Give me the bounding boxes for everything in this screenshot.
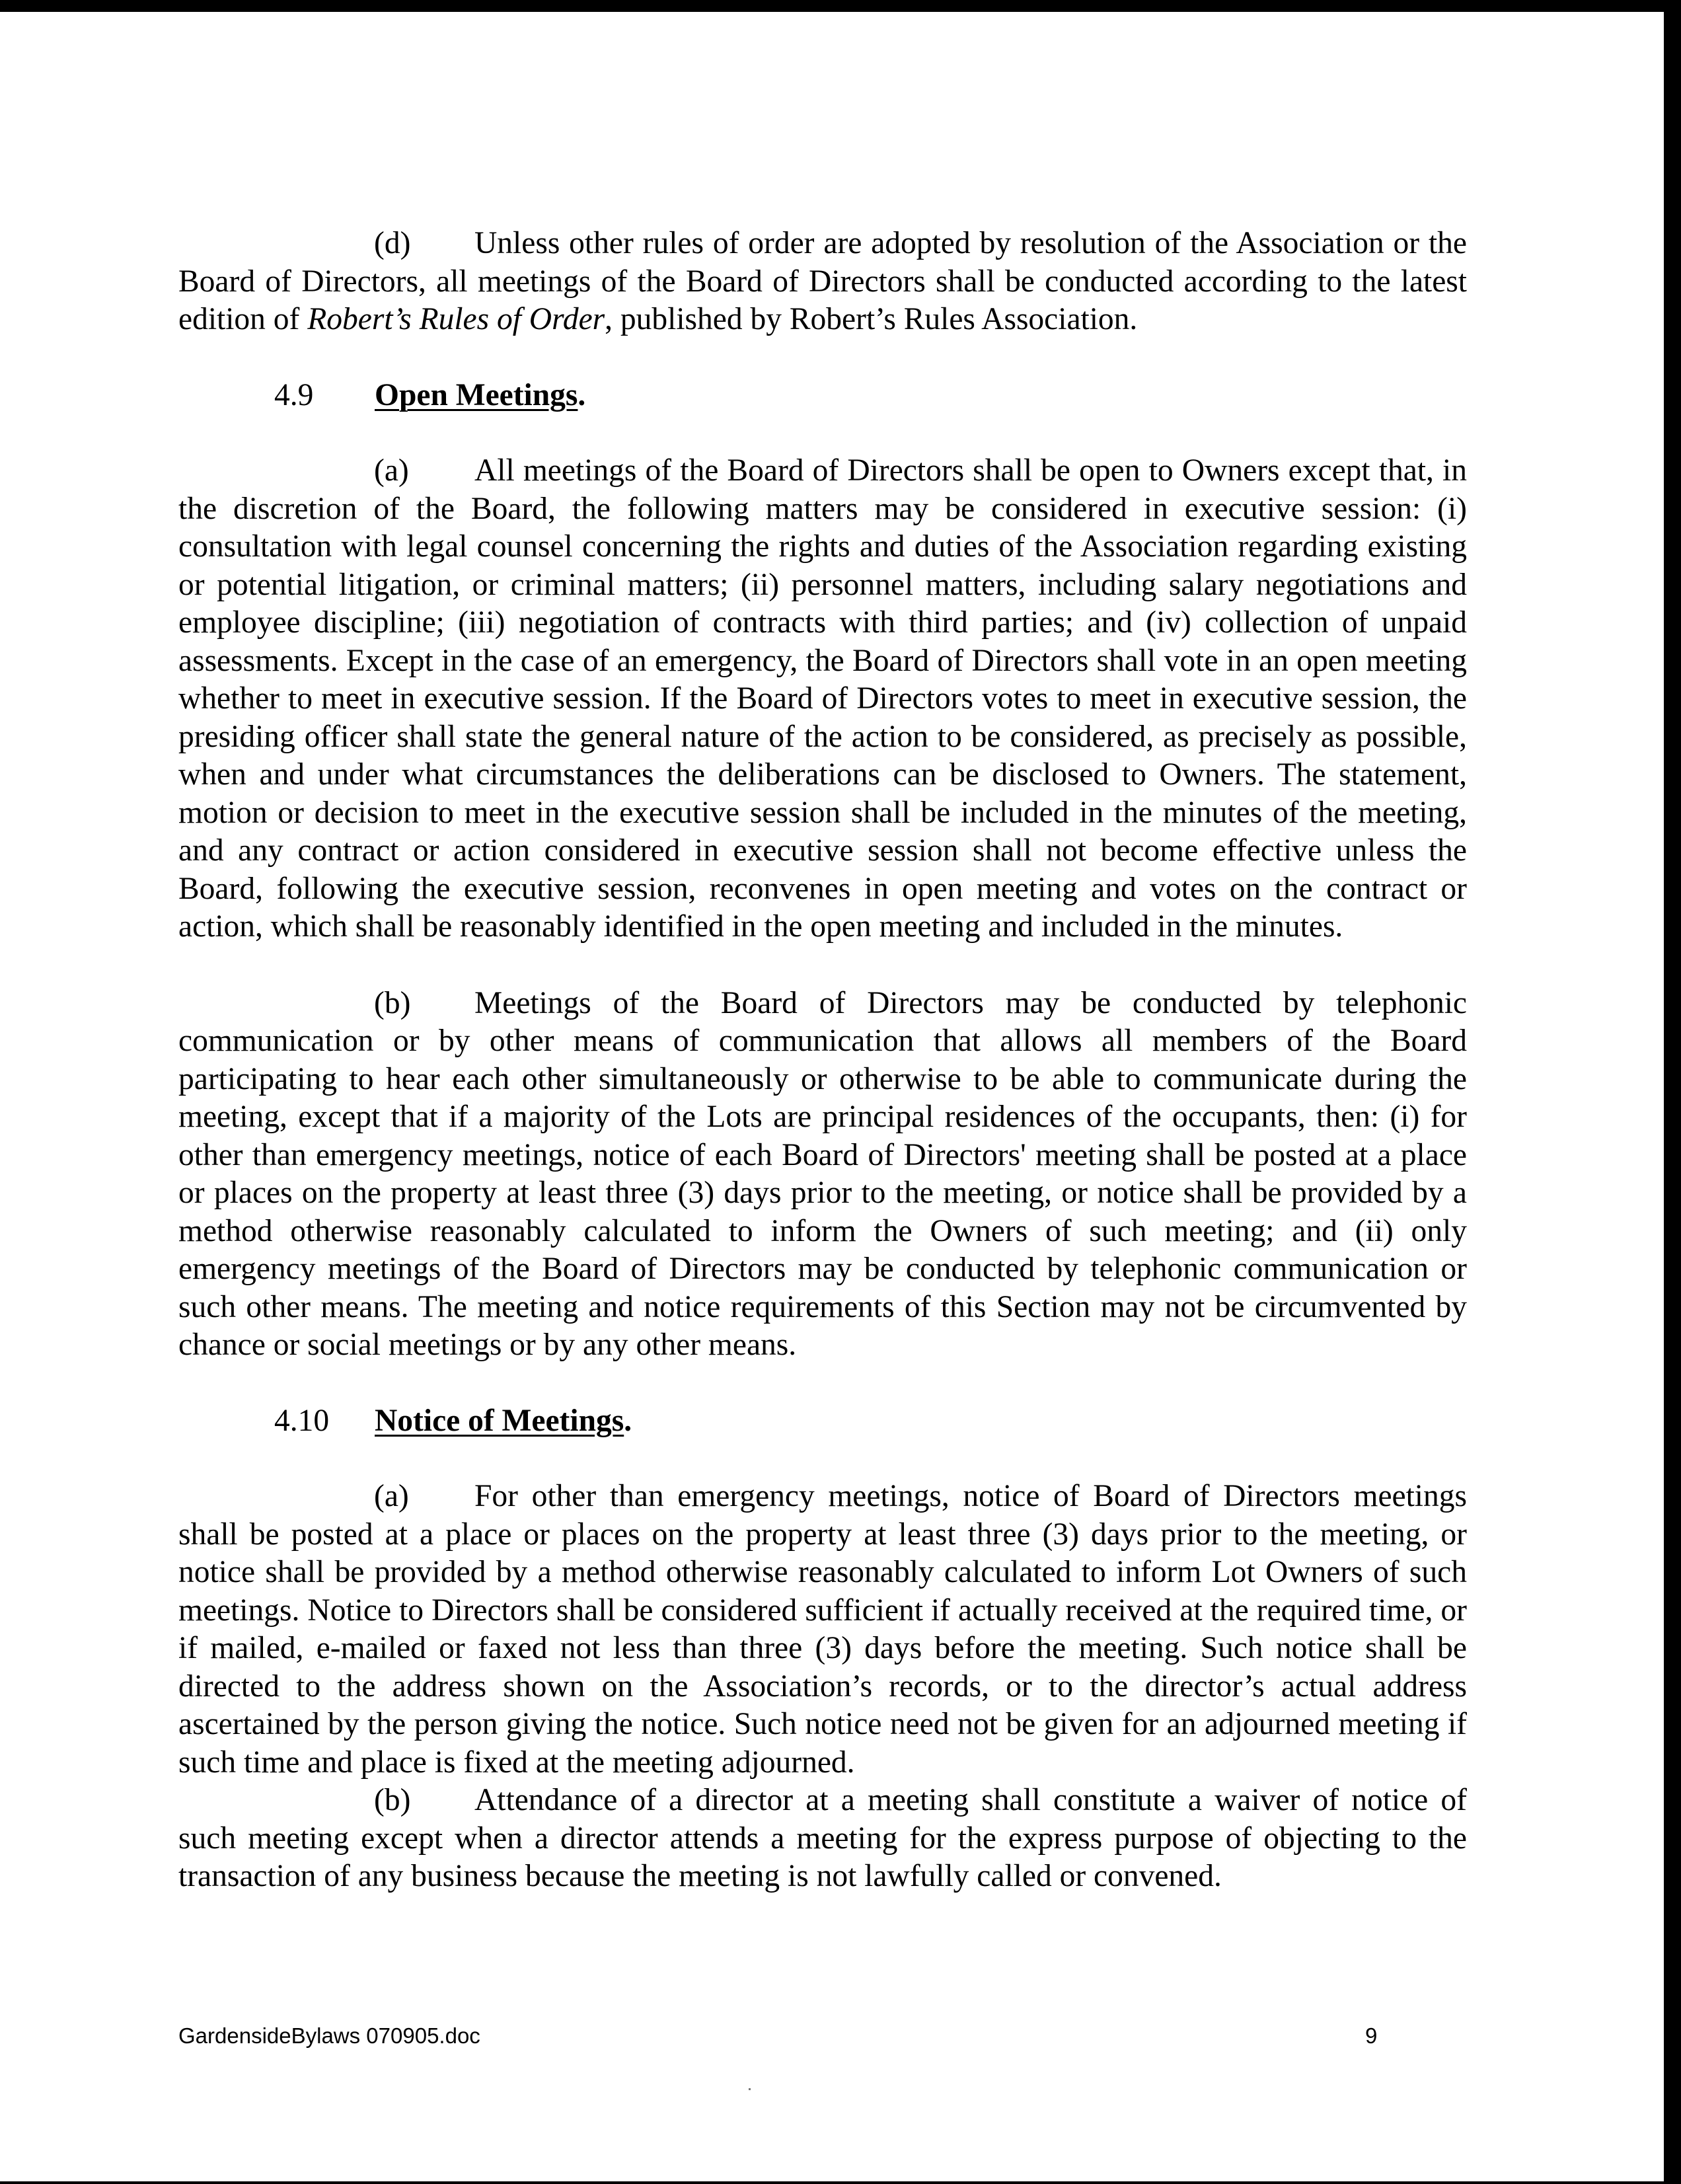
- paragraph-text: Attendance of a director at a meeting shall constitute a waiver of notice of such meeting except when a director attends a meeting for the express purpose of objecting to the transaction of any business because the meeting is not lawfully called or convened.: [178, 1783, 1467, 1893]
- section-title: Notice of Meetings: [375, 1403, 624, 1438]
- paragraph-label: (b): [374, 985, 411, 1020]
- paragraph-4-9-b: [178, 985, 1467, 1365]
- paragraph-text: Unless other rules of order are adopted by resolution of the Association or the Board of Directors, all meetings of the Board of Directors shall be conducted according to the latest edition of: [178, 226, 1467, 336]
- paragraph-label: (b): [374, 1783, 411, 1817]
- paragraph-text: For other than emergency meetings, notice of Board of Directors meetings shall be posted at a place or places on the property at least three (3) days prior to the meeting, or notice shall be provided by a method otherwise reasonably calculated to inform Lot Owners of such meetings. Notice to Directors shall be considered sufficient if actually received at the required time, or if mailed, e-mailed or faxed not less than three (3) days before the meeting. Such notice shall be directed to the address shown on the Association’s records, or to the director’s actual address ascertained by the person giving the notice. Such notice need not be given for an adjourned meeting if such time and place is fixed at the meeting adjourned.: [178, 1479, 1467, 1780]
- scan-speck: [749, 2088, 751, 2090]
- paragraph-text: All meetings of the Board of Directors shall be open to Owners except that, in the discretion of the Board, the following matters may be considered in executive session: (i) consultation with legal counsel concerning the rights and duties of the Association regarding existing or potential litigation, or criminal matters; (ii) personnel matters, including salary negotiations and employee discipline; (iii) negotiation of contracts with third parties; and (iv) collection of unpaid assessments. Except in the case of an emergency, the Board of Directors shall vote in an open meeting whether to meet in executive session. If the Board of Directors votes to meet in executive session, the presiding officer shall state the general nature of the action to be considered, as precisely as possible, when and under what circumstances the deliberations can be disclosed to Owners. The statement, motion or decision to meet in the executive session shall be included in the minutes of the meeting, and any contract or action considered in executive session shall not become effective unless the Board, following the executive session, reconvenes in open meeting and votes on the contract or action, which shall be reasonably identified in the open meeting and included in the minutes.: [178, 453, 1467, 944]
- paragraph-d: [178, 225, 1467, 339]
- paragraph-4-10-a: [178, 1478, 1467, 1782]
- footer-page-number: 9: [1365, 2023, 1378, 2048]
- paragraph-4-9-a: [178, 452, 1467, 946]
- section-heading-4-9: [178, 377, 1467, 415]
- paragraph-4-10-b: [178, 1782, 1467, 1896]
- section-period: .: [624, 1403, 632, 1438]
- document-page: [178, 225, 1467, 1896]
- scan-edge-top: [0, 0, 1681, 12]
- section-heading-4-10: [178, 1402, 1467, 1441]
- section-period: .: [578, 377, 586, 412]
- paragraph-label: (a): [374, 453, 409, 488]
- italic-title: Robert’s Rules of Order: [307, 302, 605, 336]
- scan-edge-bottom: [0, 2181, 1681, 2184]
- paragraph-label: (d): [374, 226, 411, 260]
- section-number: 4.9: [274, 377, 314, 412]
- paragraph-text: , published by Robert’s Rules Association.: [605, 302, 1138, 336]
- paragraph-text: Meetings of the Board of Directors may be conducted by telephonic communication or by other means of communication that allows all members of the Board participating to hear each other simultaneously or otherwise to be able to communicate during the meeting, except that if a majority of the Lots are principal residences of the occupants, then: (i) for other than emergency meetings, notice of each Board of Directors' meeting shall be posted at a place or places on the property at least three (3) days prior to the meeting, or notice shall be provided by a method otherwise reasonably calculated to inform the Owners of such meeting; and (ii) only emergency meetings of the Board of Directors may be conducted by telephonic communication or such other means. The meeting and notice requirements of this Section may not be circumvented by chance or social meetings or by any other means.: [178, 985, 1467, 1362]
- scan-edge-right: [1664, 0, 1681, 2184]
- paragraph-label: (a): [374, 1479, 409, 1513]
- footer-filename: GardensideBylaws 070905.doc: [178, 2023, 480, 2048]
- section-title: Open Meetings: [375, 377, 578, 412]
- section-number: 4.10: [274, 1403, 330, 1438]
